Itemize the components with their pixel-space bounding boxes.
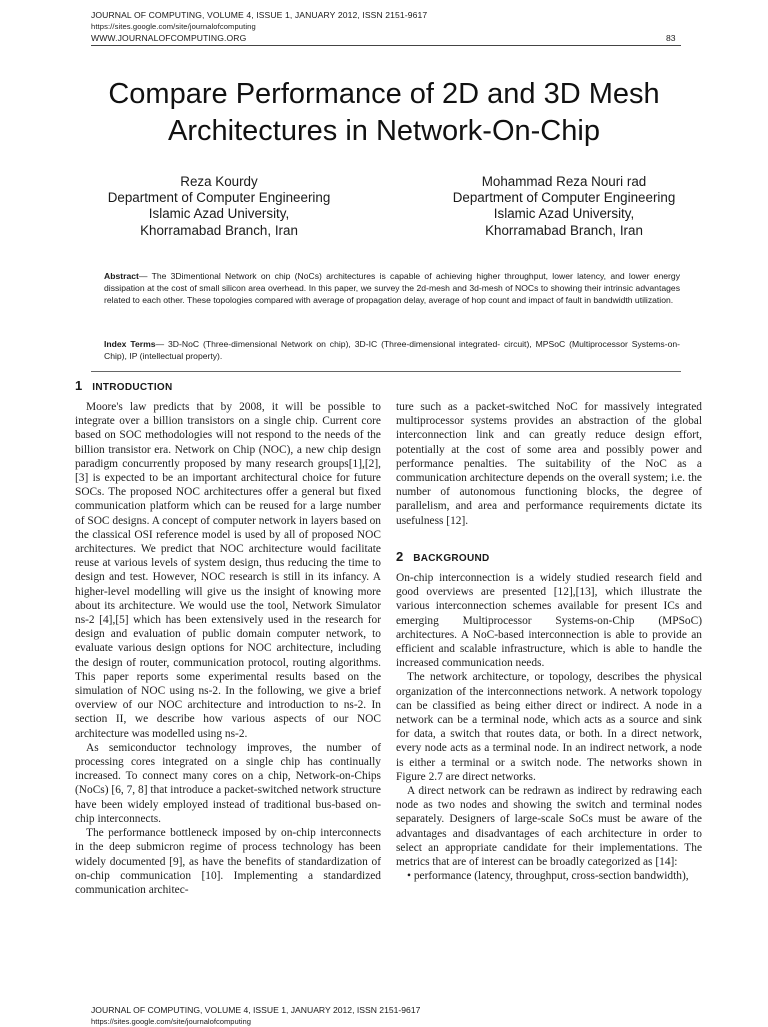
author-department: Department of Computer Engineering	[452, 190, 676, 206]
section-heading-background	[396, 549, 490, 567]
author-block-1	[54, 174, 384, 239]
section-number: 2	[396, 549, 404, 564]
author-name: Mohammad Reza Nouri rad	[481, 174, 647, 189]
paragraph: The performance bottleneck imposed by on-chip interconnects in the deep submicron regime of process technology has been widely documented [9], as have the benefits of standardization of on-chip communication [10]. Implementing a standardized communication architec-	[75, 827, 381, 896]
header-divider	[91, 45, 681, 46]
author-branch: Khorramabad Branch, Iran	[140, 222, 298, 238]
paragraph: As semiconductor technology improves, the number of processing cores integrated on a single chip has continually increased. To connect many cores on a chip, Network-on-Chips (NoCs) [6, 7, 8] that introduce a packet-switched network structure have been widely employed instead of traditional bus-based on-chip interconnects.	[75, 741, 381, 825]
index-terms-label: Index Terms	[104, 339, 156, 349]
paragraph: On-chip interconnection is a widely studied research field and good overviews are presented [12],[13], which illustrate the various interconnection schemes available for present ICs and emerging Multiprocessor Systems-on-Chip (MPSoC) architectures. A NoC-based interconnection is able to provide an efficient and scalable infrastructure, which is able to handle the increased communication needs.	[396, 572, 702, 670]
abstract-divider	[91, 371, 681, 372]
abstract-text: — The 3Dimentional Network on chip (NoCs) architectures is capable of achieving higher throughput, lower latency, and lower energy dissipation at the cost of small silicon area overhead. In this paper, we survey the 2d-mesh and 3d-mesh of NOCs to showing their intrinsic advantages related to each other. These topologies compared with average of propagation delay, average of hop count and impact of fault in bandwidth utilization.	[104, 271, 680, 305]
author-university: Islamic Azad University,	[148, 206, 290, 222]
paper-title-line1: Compare Performance of 2D and 3D Mesh	[108, 78, 660, 110]
author-branch: Khorramabad Branch, Iran	[485, 222, 643, 238]
abstract-label: Abstract	[104, 271, 139, 281]
left-column	[75, 400, 381, 897]
section-heading-introduction	[75, 378, 173, 396]
abstract	[104, 271, 680, 307]
page-number: 83	[666, 33, 676, 43]
footer-url-link[interactable]: https://sites.google.com/site/journalofcomputing	[91, 1017, 251, 1026]
bullet-item: • performance (latency, throughput, cross-section bandwidth),	[407, 870, 689, 883]
paragraph-continuation: ture such as a packet-switched NoC for massively integrated multiprocessor systems provides an abstraction of the global interconnection link and can greatly reduce design effort, potentially at the cost of some area and possibly power and performance penalties. The suitability of the NoC as a communication architecture depends on the overall system; i.e. the number of autonomous functioning blocks, the degree of parallelism, and area and performance requirements dictate its usefulness [12].	[396, 401, 702, 527]
section-title: INTRODUCTION	[92, 382, 173, 393]
author-block-2	[399, 174, 729, 239]
author-university: Islamic Azad University,	[493, 206, 635, 222]
right-column-top	[396, 400, 702, 528]
journal-footer-line: JOURNAL OF COMPUTING, VOLUME 4, ISSUE 1, JANUARY 2012, ISSN 2151-9617	[91, 1005, 421, 1015]
journal-header-line: JOURNAL OF COMPUTING, VOLUME 4, ISSUE 1, JANUARY 2012, ISSN 2151-9617	[91, 10, 428, 20]
paragraph: A direct network can be redrawn as indirect by redrawing each node as two nodes and showing the switch and terminal nodes separately. Designers of large-scale SoCs must be aware of the advantages and disadvantages of each architecture in order to select an appropriate candidate for their implementations. The metrics that are of interest can be broadly categorized as [14]:	[396, 785, 702, 869]
paragraph: The network architecture, or topology, describes the physical organization of the interconnections network. A network topology can be classified as being either direct or indirect. A node in a network can be a terminal node, which acts as a source and sink for data, a switch that routes data, or both. In a direct network, every node acts as a terminal node. In an indirect network, a node is either a terminal or a switch node. The networks shown in Figure 2.7 are direct networks.	[396, 671, 702, 783]
author-name: Reza Kourdy	[180, 174, 258, 189]
paper-title-line2: Architectures in Network-On-Chip	[168, 115, 600, 147]
paragraph: Moore's law predicts that by 2008, it will be possible to integrate over a billion transistors on a single chip. Current core based on SOC methodologies will not respond to the needs of the billion transistor era. Network on Chip (NOC), a new chip design paradigm concurrently proposed by many research groups[1],[2],[3] is expected to be an important architectural choice for future SOCs. The proposed NOC architectures offer a general but fixed communication platform which can be reused for a large number of SOC designs. A concept of computer network in layers based on the classical OSI reference model is used by all of proposed NOC architectures. We predict that NOC architecture would facilitate reuse at various levels of system design, thus reducing the time to design and test. However, NOC research is still in its infancy. A higher-level modelling will give us the insight of knowing more about its architecture. We would use the tool, Network Simulator ns-2 [4],[5] which has been extensively used in the research for design and evaluation of public domain computer network, to evaluate various design options for NOC architecture, including the design of router, communication protocol, routing algorithms. This paper reports some experimental results based on the simulation of NOC using ns-2. In the following, we give a brief overview of our NOC architecture and introduction to ns-2. In section II, we describe how various aspects of our NOC architecture was modelled using ns-2.	[75, 401, 381, 740]
index-terms	[104, 339, 680, 363]
author-department: Department of Computer Engineering	[107, 190, 331, 206]
section-number: 1	[75, 378, 83, 393]
right-column-background	[396, 571, 702, 883]
index-terms-text: — 3D-NoC (Three-dimensional Network on chip), 3D-IC (Three-dimensional integrated- circuit), MPSoC (Multiprocessor Systems-on-Chip), IP (intellectual property).	[104, 339, 680, 361]
journal-website-link[interactable]: WWW.JOURNALOFCOMPUTING.ORG	[91, 33, 247, 43]
journal-url-link[interactable]: https://sites.google.com/site/journalofcomputing	[91, 22, 256, 31]
paper-title	[60, 76, 708, 150]
section-title: BACKGROUND	[413, 553, 490, 564]
